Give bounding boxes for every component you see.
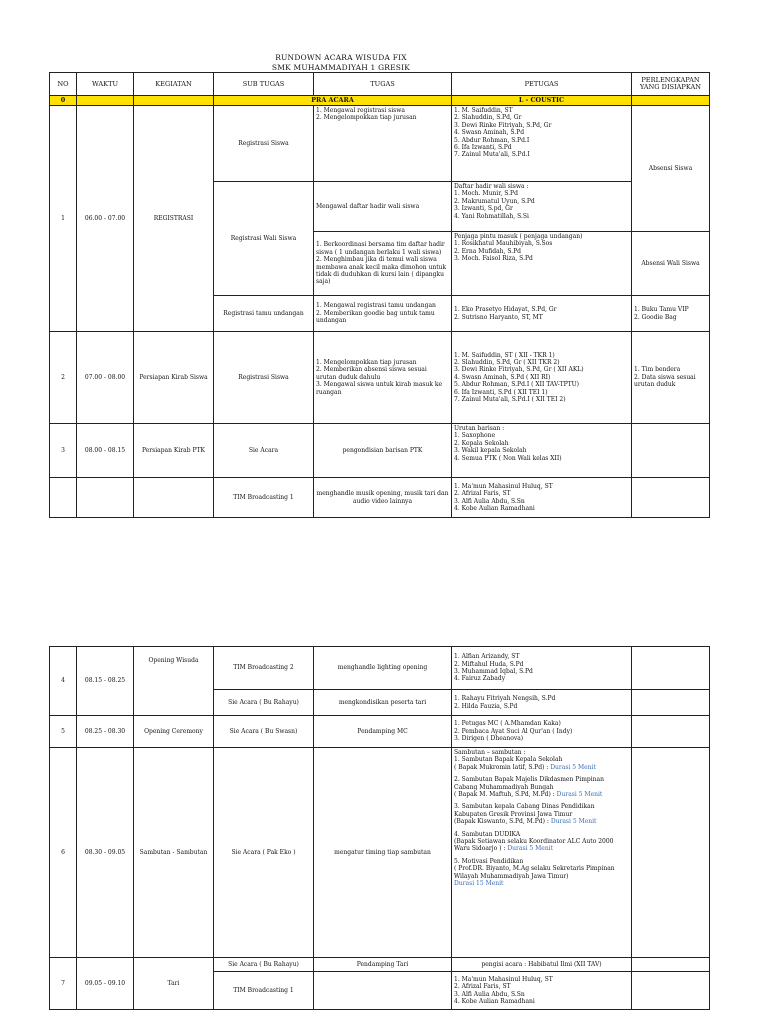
row2-sub: Registrasi Siswa	[214, 332, 314, 424]
row5-no: 5	[50, 716, 77, 748]
row1-petugas-penjaga-pintu: Penjaga pintu masuk ( penjaga undangan) 1. Rosikhatul Mauhibiyah, S.Sos 2. Erna Mufidah, S.Pd 3. Moch. Faisol Riza, S.Pd	[452, 232, 632, 296]
header-perlengkapan: PERLENGKAPAN YANG DISIAPKAN	[632, 73, 710, 96]
row7-no: 7	[50, 958, 77, 1010]
row7-waktu: 09.05 - 09.10	[77, 958, 134, 1010]
header-kegiatan: KEGIATAN	[134, 73, 214, 96]
table-row	[50, 478, 710, 518]
row4-petugas2: 1. Rahayu Fitriyah Nengsih, S.Pd 2. Hilda Fauzia, S.Pd	[452, 690, 632, 716]
table-row	[50, 716, 710, 748]
row7-petugas1: pengisi acara : Habibatul Ilmi (XII TAV)	[452, 958, 632, 972]
row6-no: 6	[50, 748, 77, 958]
row2-waktu: 07.00 - 08.00	[77, 332, 134, 424]
row3b-sub: TIM Broadcasting 1	[214, 478, 314, 518]
row2-petugas: 1. M. Saifuddin, ST ( XII - TKR 1) 2. Slahuddin, S.Pd, Gr ( XII TKR 2) 3. Dewi Rinke Fitriyah, S.Pd, Gr ( XII AKL) 4. Swasn Aminah, S.Pd ( XII RI) 5. Abdur Rohman, S.Pd.I ( XII TAV-TPTU) 6. Ifa Izwanti, S.Pd ( XII TEI 1) 7. Zainul Muta'ali, S.Pd.I ( XII TEI 2)	[452, 332, 632, 424]
row4-petugas1: 1. Alfian Arizandy, ST 2. Miftahul Huda, S.Pd 3. Muhammad Iqbal, S.Pd 4. Fairuz Zabady	[452, 647, 632, 690]
row1-sub-registrasi-tamu: Registrasi tamu undangan	[214, 296, 314, 332]
table-row	[50, 106, 710, 182]
row5-kegiatan: Opening Ceremony	[134, 716, 214, 748]
document-title-line1: RUNDOWN ACARA WISUDA FIX	[275, 53, 407, 62]
row1-tugas-list: 1. Mengawal registrasi siswa 2. Mengelompokkan tiap jurusan	[314, 106, 452, 182]
row5-sub: Sie Acara ( Bu Swasn)	[214, 716, 314, 748]
row1-petugas-list: 1. M. Saifuddin, ST 2. Slahuddin, S.Pd, Gr 3. Dewi Rinke Fitriyah, S.Pd, Gr 4. Swasn Aminah, S.Pd 5. Abdur Rohman, S.Pd.I 6. Ifa Izwanti, S.Pd 7. Zainul Muta'ali, S.Pd.I	[452, 106, 632, 182]
table-row	[50, 748, 710, 958]
row4-no: 4	[50, 647, 77, 716]
pra-acara-label: PRA ACARA	[214, 96, 452, 106]
row3b-tugas: menghandle musik opening, musik tari dan audio video lainnya	[314, 478, 452, 518]
row3-tugas: pengondisian barisan PTK	[314, 424, 452, 478]
row4-sub1: TIM Broadcasting 2	[214, 647, 314, 690]
row3b-petugas: 1. Ma'mun Mahasinul Huluq, ST 2. Afrizal Faris, ST 3. Alfi Aulia Abdu, S.Sn 4. Kobe Aulian Ramadhani	[452, 478, 632, 518]
row1-petugas-tamu: 1. Eko Prasetyo Hidayat, S.Pd, Gr 2. Sutrisno Haryanto, ST, MT	[452, 296, 632, 332]
row3-sub: Sie Acara	[214, 424, 314, 478]
header-sub-tugas: SUB TUGAS	[214, 73, 314, 96]
row4-sub2: Sie Acara ( Bu Rahayu)	[214, 690, 314, 716]
table-row	[50, 332, 710, 424]
row6-sub: Sie Acara ( Pak Eko )	[214, 748, 314, 958]
table-row	[50, 424, 710, 478]
row6-tugas: mengatur timing tiap sambutan	[314, 748, 452, 958]
row1-perlengkapan-absensi-siswa: Absensi Siswa	[632, 106, 710, 232]
row7-sub2: TIM Broadcasting 1	[214, 972, 314, 1010]
row6-waktu: 08.30 - 09.05	[77, 748, 134, 958]
row1-tugas-tamu: 1. Mengawal registrasi tamu undangan 2. Memberikan goodie bag untuk tamu undangan	[314, 296, 452, 332]
header-waktu: WAKTU	[77, 73, 134, 96]
row1-perlengkapan-absensi-wali: Absensi Wali Siswa	[632, 232, 710, 296]
row7-kegiatan: Tari	[134, 958, 214, 1010]
row4-tugas2: mengkondisikan peserta tari	[314, 690, 452, 716]
header-petugas: PETUGAS	[452, 73, 632, 96]
table-row	[50, 958, 710, 972]
pra-acara-row	[50, 96, 710, 106]
row7-tugas1: Pendamping Tari	[314, 958, 452, 972]
row5-tugas: Pendamping MC	[314, 716, 452, 748]
row1-petugas-daftar-hadir: Daftar hadir wali siswa : 1. Moch. Munir, S.Pd 2. Makrumatul Uyun, S.Pd 3. Izwanti, S.pd, Gr 4. Yani Rohmatillah, S.Si	[452, 182, 632, 232]
row1-tugas-koordinasi: 1. Berkoordinasi bersama tim daftar hadir siswa ( 1 undangan berlaku 1 wali siswa) 2. Menghimbau jika di temui wali siswa membawa anak kecil maka dimohon untuk tidak di duduhkan di kursi lain ( dipangku saja)	[314, 232, 452, 296]
row6-kegiatan: Sambutan - Sambutan	[134, 748, 214, 958]
row1-waktu: 06.00 - 07.00	[77, 106, 134, 332]
row4-kegiatan: Opening Wisuda	[134, 647, 214, 716]
row2-tugas: 1. Mengelompokkan tiap jurusan 2. Memberikan absensi siswa sesuai urutan duduk dahulu 3. Mengawal siswa untuk kirab masuk ke ruangan	[314, 332, 452, 424]
durasi-label: Durasi 5 Menit	[507, 845, 554, 853]
header-no: NO	[50, 73, 77, 96]
durasi-label: Durasi 5 Menit	[550, 763, 596, 771]
row4-tugas1: menghandle lighting opening	[314, 647, 452, 690]
row3-no: 3	[50, 424, 77, 478]
durasi-15-label: Durasi 15 Menit	[454, 880, 504, 888]
header-tugas: TUGAS	[314, 73, 452, 96]
rundown-table-bottom	[49, 646, 710, 1010]
durasi-label: Durasi 5 Menit	[550, 818, 597, 826]
row3-waktu: 08.00 - 08.15	[77, 424, 134, 478]
row2-no: 2	[50, 332, 77, 424]
row2-perlengkapan: 1. Tim bendera 2. Data siswa sesuai urutan duduk	[632, 332, 710, 424]
row3-kegiatan: Persiapan Kirab PTK	[134, 424, 214, 478]
row7-petugas2: 1. Ma'mun Mahasinul Huluq, ST 2. Afrizal Faris, ST 3. Alfi Aulia Abdu, S.Sn 4. Kobe Aulian Ramadhani	[452, 972, 632, 1010]
durasi-label: Durasi 5 Menit	[556, 791, 603, 799]
row1-sub-registrasi-wali: Registrasi Wali Siswa	[214, 182, 314, 296]
row5-petugas: 1. Petugas MC ( A.Mhamdan Kaka) 2. Pembaca Ayat Suci Al Qur'an ( Indy) 3. Dirigen ( Dheanova)	[452, 716, 632, 748]
row2-kegiatan: Persiapan Kirab Siswa	[134, 332, 214, 424]
row1-perlengkapan-tamu: 1. Buku Tamu VIP 2. Goodie Bag	[632, 296, 710, 332]
row1-kegiatan: REGISTRASI	[134, 106, 214, 332]
row5-waktu: 08.25 - 08.30	[77, 716, 134, 748]
row4-waktu: 08.15 - 08.25	[77, 647, 134, 716]
pra-acara-petugas: L - COUSTIC	[452, 96, 632, 106]
row7-sub1: Sie Acara ( Bu Rahayu)	[214, 958, 314, 972]
table-header-row	[50, 73, 710, 96]
pra-acara-no: 0	[50, 96, 77, 106]
row6-sambutan-list: Sambutan – sambutan : 1. Sambutan Bapak Kepala Sekolah ( Bapak Mukromin latif, S.Pd) : Durasi 5 Menit 2. Sambutan Bapak Majelis Dikdasmen Pimpinan Cabang Muhammadiyah Bungah ( Bapak M. Maftuh, S.Pd, M.Pd) : Durasi 5 Menit 3. Sambutan kepala Cabang Dinas Pendidikan Kabupaten Gresik Provinsi Jawa Timur (Bapak Kiswanto, S.Pd, M.Pd) : Durasi 5 Menit 4. Sambutan DUDIKA (Bapak Setiawan selaku Koordinator ALC Auto 2000 Waru Sidoarjo ) : Durasi 5 Menit 5. Motivasi Pendidikan ( Prof.DR. Biyanto, M.Ag selaku Sekretaris Pimpinan Wilayah Muhammadiyah Jawa Timur) Durasi 15 Menit	[452, 748, 632, 958]
row1-sub-registrasi-siswa: Registrasi Siswa	[214, 106, 314, 182]
row1-tugas-daftar-hadir: Mengawal daftar hadir wali siswa	[314, 182, 452, 232]
document-title-line2: SMK MUHAMMADIYAH 1 GRESIK	[271, 63, 411, 72]
row1-no: 1	[50, 106, 77, 332]
table-row	[50, 647, 710, 690]
row3-petugas: Urutan barisan : 1. Saxophone 2. Kepala Sekolah 3. Wakil kepala Sekolah 4. Semua PTK ( Non Wali kelas XII)	[452, 424, 632, 478]
rundown-table-top	[49, 72, 710, 518]
